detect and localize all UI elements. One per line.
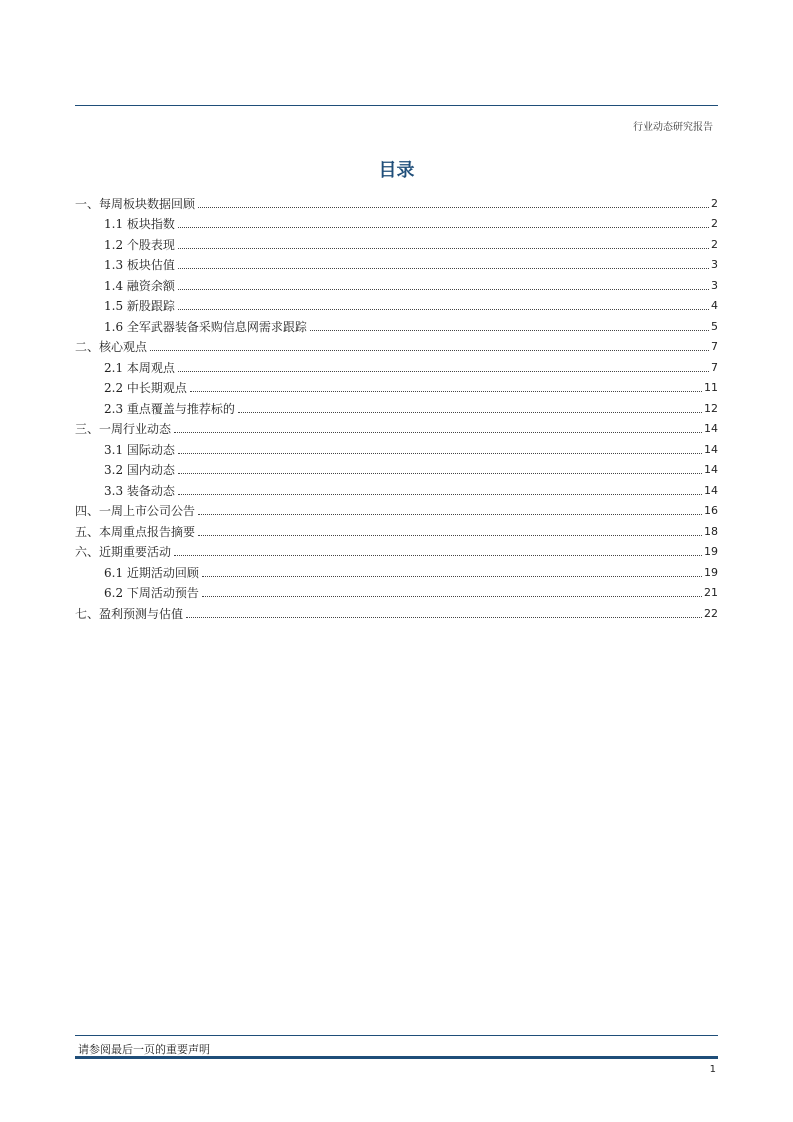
toc-entry-page: 2: [711, 237, 718, 251]
toc-entry-label: 1.1 板块指数: [104, 217, 175, 231]
toc-entry-page: 14: [704, 483, 718, 497]
toc-entry-label: 1.4 融资余额: [104, 278, 175, 293]
toc-entry-page: 7: [711, 340, 718, 353]
toc-entry-page: 22: [704, 606, 718, 620]
toc-entry-label: 2.1 本周观点: [104, 360, 175, 375]
toc-entry-label: 6.2 下周活动预告: [104, 586, 199, 600]
toc-entry[interactable]: [75, 416, 718, 437]
toc-entry-label: 1.3 板块估值: [104, 258, 175, 272]
toc-leader-dots: [178, 494, 702, 495]
toc-entry-page: 2: [711, 217, 718, 230]
toc-entry-label: 2.3 重点覆盖与推荐标的: [104, 401, 235, 416]
toc-entry-page: 14: [704, 422, 718, 435]
toc-entry-page: 3: [711, 258, 718, 271]
toc-entry-page: 4: [711, 299, 718, 312]
toc-leader-dots: [178, 268, 709, 269]
toc-leader-dots: [150, 350, 709, 351]
footer-rule: [75, 1035, 718, 1036]
toc-entry-label: 1.6 全军武器装备采购信息网需求跟踪: [104, 319, 307, 334]
toc-leader-dots: [198, 535, 702, 536]
toc-entry-label: 1.2 个股表现: [104, 237, 175, 252]
toc-leader-dots: [174, 432, 702, 433]
toc-leader-dots: [174, 555, 702, 556]
toc-entry[interactable]: [75, 334, 718, 355]
toc-entry-page: 16: [704, 504, 718, 517]
toc-entry-page: 18: [704, 524, 718, 538]
toc-entry-label: 四、一周上市公司公告: [75, 504, 196, 518]
toc-leader-dots: [178, 227, 709, 228]
table-of-contents: [75, 190, 718, 621]
toc-entry[interactable]: [75, 477, 718, 498]
toc-entry[interactable]: [75, 252, 718, 273]
toc-entry[interactable]: [75, 518, 718, 539]
toc-leader-dots: [178, 289, 709, 290]
toc-entry-page: 2: [711, 196, 718, 210]
toc-entry-label: 一、每周板块数据回顾: [75, 196, 196, 211]
toc-entry-page: 14: [704, 463, 718, 476]
toc-entry-label: 3.3 装备动态: [104, 483, 175, 498]
toc-entry-label: 3.1 国际动态: [104, 442, 175, 457]
toc-entry-page: 14: [704, 442, 718, 456]
toc-entry[interactable]: [75, 354, 718, 375]
toc-title: 目录: [378, 160, 415, 181]
toc-leader-dots: [178, 248, 709, 249]
toc-leader-dots: [202, 596, 702, 597]
toc-entry[interactable]: [75, 436, 718, 457]
toc-entry[interactable]: [75, 580, 718, 601]
toc-entry-label: 七、盈利预测与估值: [75, 606, 184, 621]
toc-entry[interactable]: [75, 313, 718, 334]
toc-entry-page: 7: [711, 360, 718, 374]
toc-leader-dots: [198, 207, 709, 208]
toc-leader-dots: [198, 514, 702, 515]
toc-entry[interactable]: [75, 498, 718, 519]
toc-leader-dots: [178, 473, 702, 474]
toc-entry-page: 5: [711, 319, 718, 333]
toc-leader-dots: [178, 453, 702, 454]
report-type-label: 行业动态研究报告: [633, 122, 713, 133]
toc-entry[interactable]: [75, 375, 718, 396]
toc-entry-label: 六、近期重要活动: [75, 545, 172, 559]
toc-entry-page: 11: [704, 381, 718, 394]
toc-leader-dots: [238, 412, 702, 413]
toc-entry-label: 3.2 国内动态: [104, 463, 175, 477]
toc-entry[interactable]: [75, 190, 718, 211]
toc-entry-label: 三、一周行业动态: [75, 422, 172, 436]
toc-leader-dots: [178, 371, 709, 372]
toc-leader-dots: [186, 617, 702, 618]
toc-entry-label: 1.5 新股跟踪: [104, 299, 175, 313]
toc-entry[interactable]: [75, 395, 718, 416]
toc-entry[interactable]: [75, 539, 718, 560]
toc-entry-page: 3: [711, 278, 718, 292]
toc-leader-dots: [310, 330, 709, 331]
toc-leader-dots: [178, 309, 709, 310]
toc-entry-label: 6.1 近期活动回顾: [104, 565, 199, 580]
toc-entry[interactable]: [75, 272, 718, 293]
toc-entry-label: 五、本周重点报告摘要: [75, 524, 196, 539]
footer-disclaimer: 请参阅最后一页的重要声明: [78, 1043, 210, 1056]
toc-leader-dots: [190, 391, 702, 392]
toc-entry[interactable]: [75, 600, 718, 621]
page-number: 1: [709, 1064, 716, 1075]
toc-entry[interactable]: [75, 293, 718, 314]
toc-entry-page: 21: [704, 586, 718, 599]
toc-entry-label: 二、核心观点: [75, 340, 148, 354]
toc-entry[interactable]: [75, 211, 718, 232]
toc-leader-dots: [202, 576, 702, 577]
toc-entry-page: 19: [704, 565, 718, 579]
header-rule: [75, 105, 718, 106]
toc-entry[interactable]: [75, 231, 718, 252]
toc-entry-label: 2.2 中长期观点: [104, 381, 187, 395]
toc-entry[interactable]: [75, 457, 718, 478]
toc-entry-page: 19: [704, 545, 718, 558]
toc-entry[interactable]: [75, 559, 718, 580]
toc-entry-page: 12: [704, 401, 718, 415]
footer-rule-thick: [75, 1056, 718, 1059]
